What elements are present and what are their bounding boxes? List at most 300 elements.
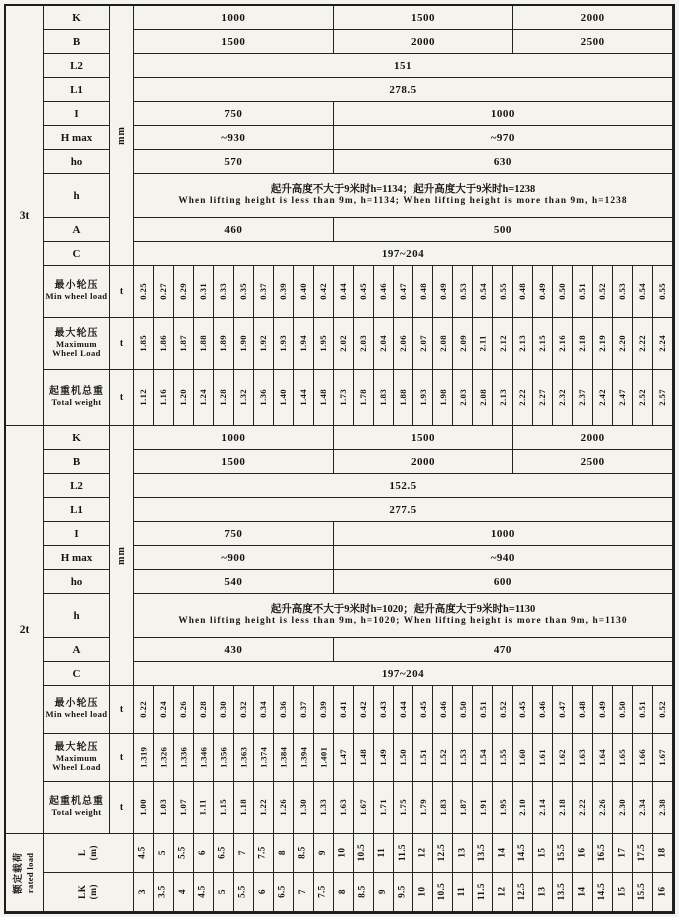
rotated-value: 1.20 xyxy=(178,389,188,406)
rotated-value: 14 xyxy=(577,887,588,897)
span-value-cell xyxy=(473,873,493,912)
unit-t-cell: t xyxy=(110,734,134,782)
data-value-cell xyxy=(533,734,553,782)
span-value-cell xyxy=(354,834,374,873)
data-value-cell xyxy=(134,266,154,318)
span-value-cell xyxy=(174,834,194,873)
unit-t-cell: t xyxy=(110,370,134,426)
data-value-cell xyxy=(134,686,154,734)
span-value-cell xyxy=(413,834,433,873)
text-line: 起重机总重 xyxy=(49,796,104,808)
text-line: Min wheel load xyxy=(45,709,108,720)
text-line: Total weight xyxy=(51,807,102,818)
rotated-value: 0.42 xyxy=(317,283,328,300)
rotated-value: 1.374 xyxy=(257,746,268,769)
rotated-value: 1.16 xyxy=(158,389,169,406)
rotated-value: 0.48 xyxy=(517,283,528,300)
rotated-value: 16.5 xyxy=(596,844,607,862)
param-label-k: K xyxy=(44,426,110,450)
data-value-cell xyxy=(214,782,234,834)
span-value-cell xyxy=(613,834,633,873)
span-value-cell xyxy=(334,873,354,912)
text-line: LK xyxy=(77,884,88,900)
rotated-value: 9 xyxy=(317,850,328,856)
rotated-value: 0.37 xyxy=(297,701,308,718)
data-value-cell xyxy=(234,318,254,370)
param-label-l1: L1 xyxy=(44,78,110,102)
rotated-value: 1.24 xyxy=(197,389,208,406)
rotated-value: 1.86 xyxy=(158,335,169,352)
rotated-value: 12 xyxy=(417,848,428,858)
data-value-cell xyxy=(413,370,433,426)
param-value-cell: 197~204 xyxy=(134,242,673,266)
rotated-value: 1.67 xyxy=(357,799,368,816)
data-value-cell xyxy=(394,318,414,370)
param-value-cell: 540 xyxy=(134,570,334,594)
data-value-cell xyxy=(613,266,633,318)
rotated-value: 2.27 xyxy=(537,389,548,406)
data-row-label xyxy=(44,734,110,782)
data-value-cell xyxy=(334,266,354,318)
data-value-cell xyxy=(513,782,533,834)
rotated-value: 1.36 xyxy=(257,389,268,406)
rotated-value: 1.92 xyxy=(257,335,268,352)
rotated-value: 17 xyxy=(616,848,627,858)
text-line: When lifting height is less than 9m, h=1134; When lifting height is more than 9m, h=1238 xyxy=(178,196,628,207)
rotated-value: 2.02 xyxy=(337,335,348,352)
rotated-value: 1.94 xyxy=(297,335,308,352)
data-value-cell xyxy=(573,318,593,370)
rotated-value: 1.78 xyxy=(357,389,368,406)
data-value-cell xyxy=(274,266,294,318)
rotated-value: 1.356 xyxy=(217,746,228,769)
param-label-ho: ho xyxy=(44,570,110,594)
rotated-value: 0.46 xyxy=(537,701,548,718)
data-value-cell xyxy=(134,734,154,782)
data-value-cell xyxy=(194,686,214,734)
data-value-cell xyxy=(374,686,394,734)
param-value-cell: 277.5 xyxy=(134,498,673,522)
data-value-cell xyxy=(433,370,453,426)
data-value-cell xyxy=(254,686,274,734)
data-value-cell xyxy=(633,266,653,318)
rotated-value: 0.40 xyxy=(297,283,308,300)
data-value-cell xyxy=(214,370,234,426)
rotated-value: 1.95 xyxy=(497,799,508,816)
param-value-cell: 1500 xyxy=(334,6,514,30)
rotated-value: 5 xyxy=(157,850,168,856)
span-value-cell xyxy=(493,834,513,873)
data-value-cell xyxy=(374,266,394,318)
rotated-value: 2.12 xyxy=(497,335,508,352)
data-value-cell xyxy=(354,782,374,834)
span-value-cell xyxy=(613,873,633,912)
data-value-cell xyxy=(553,370,573,426)
rotated-value: 5.5 xyxy=(177,846,188,860)
param-value-cell: 2000 xyxy=(334,450,514,474)
text-line: 起升高度不大于9米时h=1134；起升高度大于9米时h=1238 xyxy=(270,184,536,196)
param-value-cell: 2500 xyxy=(513,450,673,474)
span-value-cell xyxy=(593,834,613,873)
rotated-value: 0.39 xyxy=(277,283,288,300)
param-value-cell: 630 xyxy=(334,150,673,174)
param-label-a: A xyxy=(44,638,110,662)
param-value-cell: 1000 xyxy=(334,102,673,126)
rotated-value: 2.04 xyxy=(377,335,388,352)
data-value-cell xyxy=(573,734,593,782)
data-value-cell xyxy=(433,266,453,318)
rotated-value: 2.08 xyxy=(437,335,448,352)
param-label-l2: L2 xyxy=(44,54,110,78)
rotated-value: 0.44 xyxy=(337,283,348,300)
rotated-value: 0.52 xyxy=(597,283,608,300)
data-value-cell xyxy=(493,782,513,834)
span-row-label-lk xyxy=(44,873,134,912)
data-row-label xyxy=(44,782,110,834)
data-value-cell xyxy=(134,318,154,370)
data-value-cell xyxy=(354,370,374,426)
param-label-h-max: H max xyxy=(44,546,110,570)
rotated-value: 1.83 xyxy=(437,799,448,816)
rotated-value: 2.18 xyxy=(577,335,588,352)
data-value-cell xyxy=(134,370,154,426)
span-value-cell xyxy=(553,873,573,912)
data-value-cell xyxy=(513,370,533,426)
span-value-cell xyxy=(553,834,573,873)
data-value-cell xyxy=(553,686,573,734)
data-value-cell xyxy=(374,782,394,834)
text-line: L xyxy=(77,849,88,857)
data-row-label xyxy=(44,318,110,370)
rotated-value: 1.63 xyxy=(337,799,348,816)
data-value-cell xyxy=(294,782,314,834)
text-line: rated load xyxy=(25,852,36,893)
data-value-cell xyxy=(633,686,653,734)
rotated-value: 1.12 xyxy=(138,389,149,406)
rotated-value: 1.90 xyxy=(237,335,248,352)
rotated-value: 0.35 xyxy=(237,283,248,300)
rotated-value: 7 xyxy=(237,850,248,856)
rotated-value: 1.30 xyxy=(297,799,308,816)
data-value-cell xyxy=(553,318,573,370)
data-value-cell xyxy=(294,734,314,782)
span-value-cell xyxy=(154,834,174,873)
data-value-cell xyxy=(314,686,334,734)
rotated-value: 1.336 xyxy=(178,746,188,769)
param-label-l2: L2 xyxy=(44,474,110,498)
span-value-cell xyxy=(653,873,673,912)
rotated-value: 1.394 xyxy=(297,746,308,769)
data-value-cell xyxy=(294,686,314,734)
data-value-cell xyxy=(374,318,394,370)
rotated-value: 10.5 xyxy=(357,844,368,862)
span-value-cell xyxy=(653,834,673,873)
rotated-value: 0.45 xyxy=(517,701,528,718)
rotated-value: 1.319 xyxy=(138,746,149,769)
span-value-cell xyxy=(234,834,254,873)
data-value-cell xyxy=(354,686,374,734)
data-value-cell xyxy=(314,370,334,426)
rotated-value: 13 xyxy=(457,848,468,858)
data-value-cell xyxy=(633,782,653,834)
param-value-cell: 278.5 xyxy=(134,78,673,102)
data-value-cell xyxy=(254,318,274,370)
rotated-value: 4.5 xyxy=(137,846,148,860)
param-value-cell: 470 xyxy=(334,638,673,662)
data-value-cell xyxy=(254,266,274,318)
param-value-cell: ~970 xyxy=(334,126,673,150)
data-value-cell xyxy=(334,318,354,370)
rotated-value: 0.54 xyxy=(477,283,488,300)
rotated-value: 2.47 xyxy=(617,389,628,406)
rotated-value: 2.20 xyxy=(617,335,628,352)
rotated-value: 1.87 xyxy=(178,335,188,352)
span-value-cell xyxy=(453,834,473,873)
data-value-cell xyxy=(533,686,553,734)
rotated-value: 0.33 xyxy=(217,283,228,300)
rotated-value: 13.5 xyxy=(557,883,568,901)
rotated-value: 15.5 xyxy=(557,844,568,862)
rotated-value: 6 xyxy=(197,850,208,856)
data-value-cell xyxy=(174,318,194,370)
rotated-value: 1.00 xyxy=(138,799,149,816)
data-value-cell xyxy=(214,734,234,782)
span-value-cell xyxy=(633,834,653,873)
rotated-value: 0.49 xyxy=(437,283,448,300)
rotated-value: 0.48 xyxy=(417,283,428,300)
data-value-cell xyxy=(194,370,214,426)
rotated-value: 0.50 xyxy=(457,701,468,718)
rotated-value: 0.53 xyxy=(457,283,468,300)
rotated-value: 1.93 xyxy=(277,335,288,352)
data-value-cell xyxy=(453,686,473,734)
data-value-cell xyxy=(174,686,194,734)
data-value-cell xyxy=(533,318,553,370)
data-value-cell xyxy=(314,266,334,318)
data-value-cell xyxy=(553,734,573,782)
data-value-cell xyxy=(613,370,633,426)
data-value-cell xyxy=(553,782,573,834)
data-value-cell xyxy=(593,734,613,782)
param-label-i: I xyxy=(44,102,110,126)
span-value-cell xyxy=(334,834,354,873)
data-value-cell xyxy=(254,370,274,426)
data-value-cell xyxy=(433,318,453,370)
rotated-value: 12 xyxy=(497,887,508,897)
rotated-value: 1.65 xyxy=(617,749,628,766)
rotated-value: 0.30 xyxy=(217,701,228,718)
param-value-cell: 1000 xyxy=(134,426,334,450)
rotated-value: 0.49 xyxy=(537,283,548,300)
rotated-value: 8.5 xyxy=(297,846,308,860)
data-value-cell xyxy=(573,686,593,734)
rotated-value: 7.5 xyxy=(317,885,328,899)
data-value-cell xyxy=(294,370,314,426)
rotated-value: 2.11 xyxy=(477,335,488,352)
span-value-cell xyxy=(533,873,553,912)
rotated-value: 2.38 xyxy=(657,799,668,816)
rotated-value: 16 xyxy=(656,887,667,897)
data-value-cell xyxy=(394,370,414,426)
rotated-value: 1.89 xyxy=(217,335,228,352)
param-label-b: B xyxy=(44,30,110,54)
rotated-value: 0.52 xyxy=(657,701,668,718)
rotated-value: 11.5 xyxy=(477,883,488,901)
rotated-value: 18 xyxy=(656,848,667,858)
param-label-ho: ho xyxy=(44,150,110,174)
unit-mm-cell xyxy=(110,6,134,266)
data-value-cell xyxy=(613,318,633,370)
rotated-value: 14.5 xyxy=(517,844,528,862)
data-value-cell xyxy=(473,734,493,782)
param-value-cell: 1000 xyxy=(334,522,673,546)
data-value-cell xyxy=(533,266,553,318)
param-value-cell: 430 xyxy=(134,638,334,662)
rotated-value: 8.5 xyxy=(357,885,368,899)
span-value-cell xyxy=(214,873,234,912)
unit-t-cell: t xyxy=(110,782,134,834)
data-value-cell xyxy=(473,266,493,318)
rotated-value: 0.47 xyxy=(557,701,568,718)
param-label-b: B xyxy=(44,450,110,474)
data-value-cell xyxy=(473,782,493,834)
rotated-value: 1.326 xyxy=(158,746,169,769)
data-value-cell xyxy=(593,266,613,318)
data-value-cell xyxy=(154,686,174,734)
rotated-value: 0.42 xyxy=(357,701,368,718)
rotated-value: 9.5 xyxy=(397,885,408,899)
data-value-cell xyxy=(334,782,354,834)
rotated-value: 0.41 xyxy=(337,701,348,718)
data-value-cell xyxy=(274,318,294,370)
param-label-l1: L1 xyxy=(44,498,110,522)
rotated-value: 6.5 xyxy=(217,846,228,860)
rotated-value: 13.5 xyxy=(477,844,488,862)
rotated-value: 1.48 xyxy=(357,749,368,766)
rotated-value: 0.27 xyxy=(158,283,169,300)
span-value-cell xyxy=(394,834,414,873)
param-value-cell: 1500 xyxy=(334,426,514,450)
rotated-value: 16 xyxy=(577,848,588,858)
rotated-value: 10.5 xyxy=(437,883,448,901)
data-value-cell xyxy=(374,370,394,426)
rotated-value: 2.52 xyxy=(637,389,648,406)
data-value-cell xyxy=(154,782,174,834)
rotated-value: 2.24 xyxy=(657,335,668,352)
rotated-value: 2.37 xyxy=(577,389,588,406)
rated-capacity-2t: 2t xyxy=(6,426,44,834)
data-value-cell xyxy=(254,782,274,834)
rotated-value: 0.29 xyxy=(178,283,188,300)
param-label-i: I xyxy=(44,522,110,546)
span-value-cell xyxy=(294,834,314,873)
rotated-value: 1.55 xyxy=(497,749,508,766)
rotated-value: 1.95 xyxy=(317,335,328,352)
rotated-value: 2.57 xyxy=(657,389,668,406)
data-value-cell xyxy=(234,370,254,426)
param-value-cell: 151 xyxy=(134,54,673,78)
rotated-value: 11 xyxy=(457,887,468,897)
rated-load-header-cell xyxy=(6,834,44,912)
rotated-value: 1.401 xyxy=(317,746,328,769)
data-value-cell xyxy=(334,734,354,782)
rotated-value: 1.50 xyxy=(397,749,408,766)
param-label-h: h xyxy=(44,174,110,218)
data-value-cell xyxy=(234,266,254,318)
rotated-span-label xyxy=(78,845,99,860)
rotated-value: 4 xyxy=(177,889,188,895)
data-value-cell xyxy=(413,266,433,318)
rotated-value: 1.75 xyxy=(397,799,408,816)
param-value-cell: 600 xyxy=(334,570,673,594)
rotated-value: 1.88 xyxy=(197,335,208,352)
data-value-cell xyxy=(453,266,473,318)
param-value-cell: 2000 xyxy=(513,426,673,450)
data-value-cell xyxy=(174,782,194,834)
data-value-cell xyxy=(473,318,493,370)
span-value-cell xyxy=(413,873,433,912)
rotated-value: 11 xyxy=(377,848,388,858)
data-value-cell xyxy=(294,318,314,370)
rotated-value: 2.42 xyxy=(597,389,608,406)
rotated-value: 1.52 xyxy=(437,749,448,766)
data-value-cell xyxy=(573,782,593,834)
rotated-value: 2.22 xyxy=(517,389,528,406)
data-value-cell xyxy=(394,686,414,734)
rotated-value: 0.26 xyxy=(178,701,188,718)
data-value-cell xyxy=(314,734,334,782)
rotated-value: 1.40 xyxy=(277,389,288,406)
param-value-cell: 570 xyxy=(134,150,334,174)
text-line: Total weight xyxy=(51,397,102,408)
rotated-value: 0.51 xyxy=(637,701,648,718)
rotated-value: 14 xyxy=(497,848,508,858)
span-value-cell xyxy=(214,834,234,873)
text-line: (m) xyxy=(88,845,99,861)
rotated-value: 3.5 xyxy=(157,885,168,899)
rotated-value: 0.55 xyxy=(657,283,668,300)
data-value-cell xyxy=(234,782,254,834)
rotated-value: 9 xyxy=(377,889,388,895)
span-value-cell xyxy=(254,834,274,873)
span-value-cell xyxy=(573,873,593,912)
data-value-cell xyxy=(254,734,274,782)
rotated-value: 1.11 xyxy=(197,799,208,816)
rotated-value: 8 xyxy=(277,850,288,856)
rotated-value: 2.08 xyxy=(477,389,488,406)
span-value-cell xyxy=(254,873,274,912)
data-value-cell xyxy=(354,318,374,370)
mm-unit-label: mm xyxy=(115,126,127,145)
rotated-value: 0.43 xyxy=(377,701,388,718)
data-value-cell xyxy=(513,686,533,734)
rotated-value: 1.28 xyxy=(217,389,228,406)
rotated-value: 1.91 xyxy=(477,799,488,816)
data-value-cell xyxy=(154,266,174,318)
rotated-value: 1.48 xyxy=(317,389,328,406)
data-value-cell xyxy=(154,318,174,370)
rotated-value: 1.83 xyxy=(377,389,388,406)
span-value-cell xyxy=(513,873,533,912)
data-value-cell xyxy=(513,318,533,370)
rotated-value: 1.32 xyxy=(237,389,248,406)
param-label-h-max: H max xyxy=(44,126,110,150)
rotated-value: 1.73 xyxy=(337,389,348,406)
rotated-value: 1.87 xyxy=(457,799,468,816)
data-value-cell xyxy=(493,686,513,734)
data-value-cell xyxy=(653,266,673,318)
data-value-cell xyxy=(653,734,673,782)
